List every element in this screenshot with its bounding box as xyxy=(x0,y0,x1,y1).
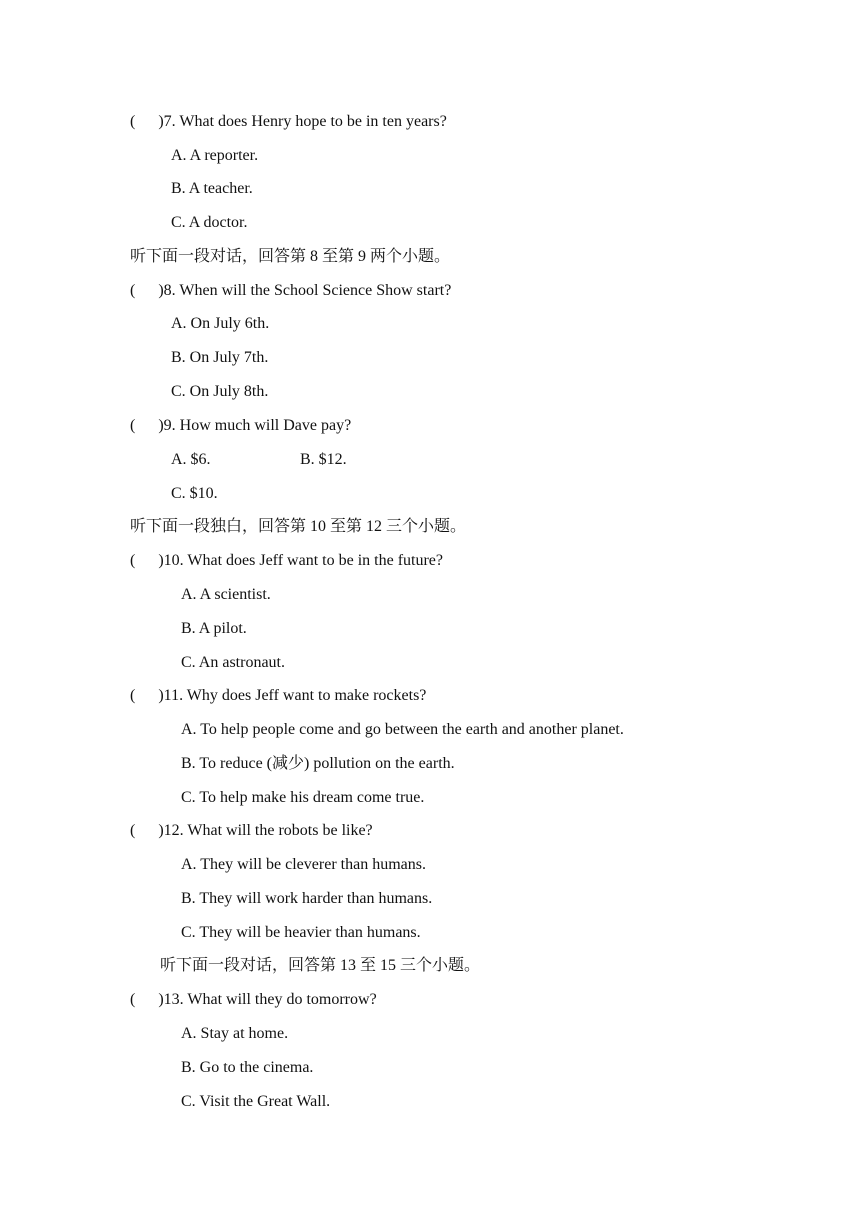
question-number: )7. xyxy=(158,113,176,130)
answer-paren-open: ( xyxy=(130,822,136,839)
question-number: )10. xyxy=(158,552,184,569)
question-number: )13. xyxy=(158,991,184,1008)
option-b: B. Go to the cinema. xyxy=(181,1059,314,1076)
question-number: )8. xyxy=(158,282,176,299)
question-11 xyxy=(130,686,426,706)
option-a: A. On July 6th. xyxy=(171,315,270,332)
question-7 xyxy=(130,112,447,132)
option-a: A. They will be cleverer than humans. xyxy=(181,856,426,873)
answer-paren-open: ( xyxy=(130,552,136,569)
option-c: C. To help make his dream come true. xyxy=(181,789,425,806)
option-c: C. An astronaut. xyxy=(181,654,285,671)
question-10 xyxy=(130,551,443,571)
answer-paren-open: ( xyxy=(130,282,136,299)
question-stem: What does Henry hope to be in ten years? xyxy=(179,113,447,130)
option-a: A. To help people come and go between the earth and another planet. xyxy=(181,721,624,738)
option-a: A. $6. xyxy=(171,451,211,468)
option-c: C. Visit the Great Wall. xyxy=(181,1093,331,1110)
option-b: B. A pilot. xyxy=(181,620,247,637)
question-stem: How much will Dave pay? xyxy=(179,417,352,434)
option-a: A. Stay at home. xyxy=(181,1025,289,1042)
question-stem: What will they do tomorrow? xyxy=(187,991,377,1008)
option-c: C. They will be heavier than humans. xyxy=(181,924,421,941)
option-c: C. A doctor. xyxy=(171,214,248,231)
question-9 xyxy=(130,416,351,436)
answer-paren-open: ( xyxy=(130,991,136,1008)
option-b: B. They will work harder than humans. xyxy=(181,890,433,907)
question-stem: What does Jeff want to be in the future? xyxy=(187,552,443,569)
answer-paren-open: ( xyxy=(130,113,136,130)
answer-paren-open: ( xyxy=(130,687,136,704)
section-instruction-8-9: 听下面一段对话，回答第 8 至第 9 两个小题。 xyxy=(130,248,451,265)
section-instruction-13-15: 听下面一段对话，回答第 13 至 15 三个小题。 xyxy=(160,957,481,974)
option-a: A. A scientist. xyxy=(181,586,271,603)
question-8 xyxy=(130,281,451,301)
question-number: )9. xyxy=(158,417,176,434)
option-c: C. On July 8th. xyxy=(171,383,269,400)
option-b: B. $12. xyxy=(300,451,347,468)
option-c: C. $10. xyxy=(171,485,218,502)
question-12 xyxy=(130,821,373,841)
question-13 xyxy=(130,990,377,1010)
question-stem: When will the School Science Show start? xyxy=(179,282,452,299)
question-number: )12. xyxy=(158,822,184,839)
question-stem: What will the robots be like? xyxy=(187,822,373,839)
option-a: A. A reporter. xyxy=(171,147,259,164)
question-stem: Why does Jeff want to make rockets? xyxy=(186,687,427,704)
answer-paren-open: ( xyxy=(130,417,136,434)
option-b: B. On July 7th. xyxy=(171,349,269,366)
section-instruction-10-12: 听下面一段独白，回答第 10 至第 12 三个小题。 xyxy=(130,518,467,535)
question-number: )11. xyxy=(158,687,184,704)
option-b: B. To reduce (减少) pollution on the earth. xyxy=(181,755,455,772)
option-b: B. A teacher. xyxy=(171,180,253,197)
